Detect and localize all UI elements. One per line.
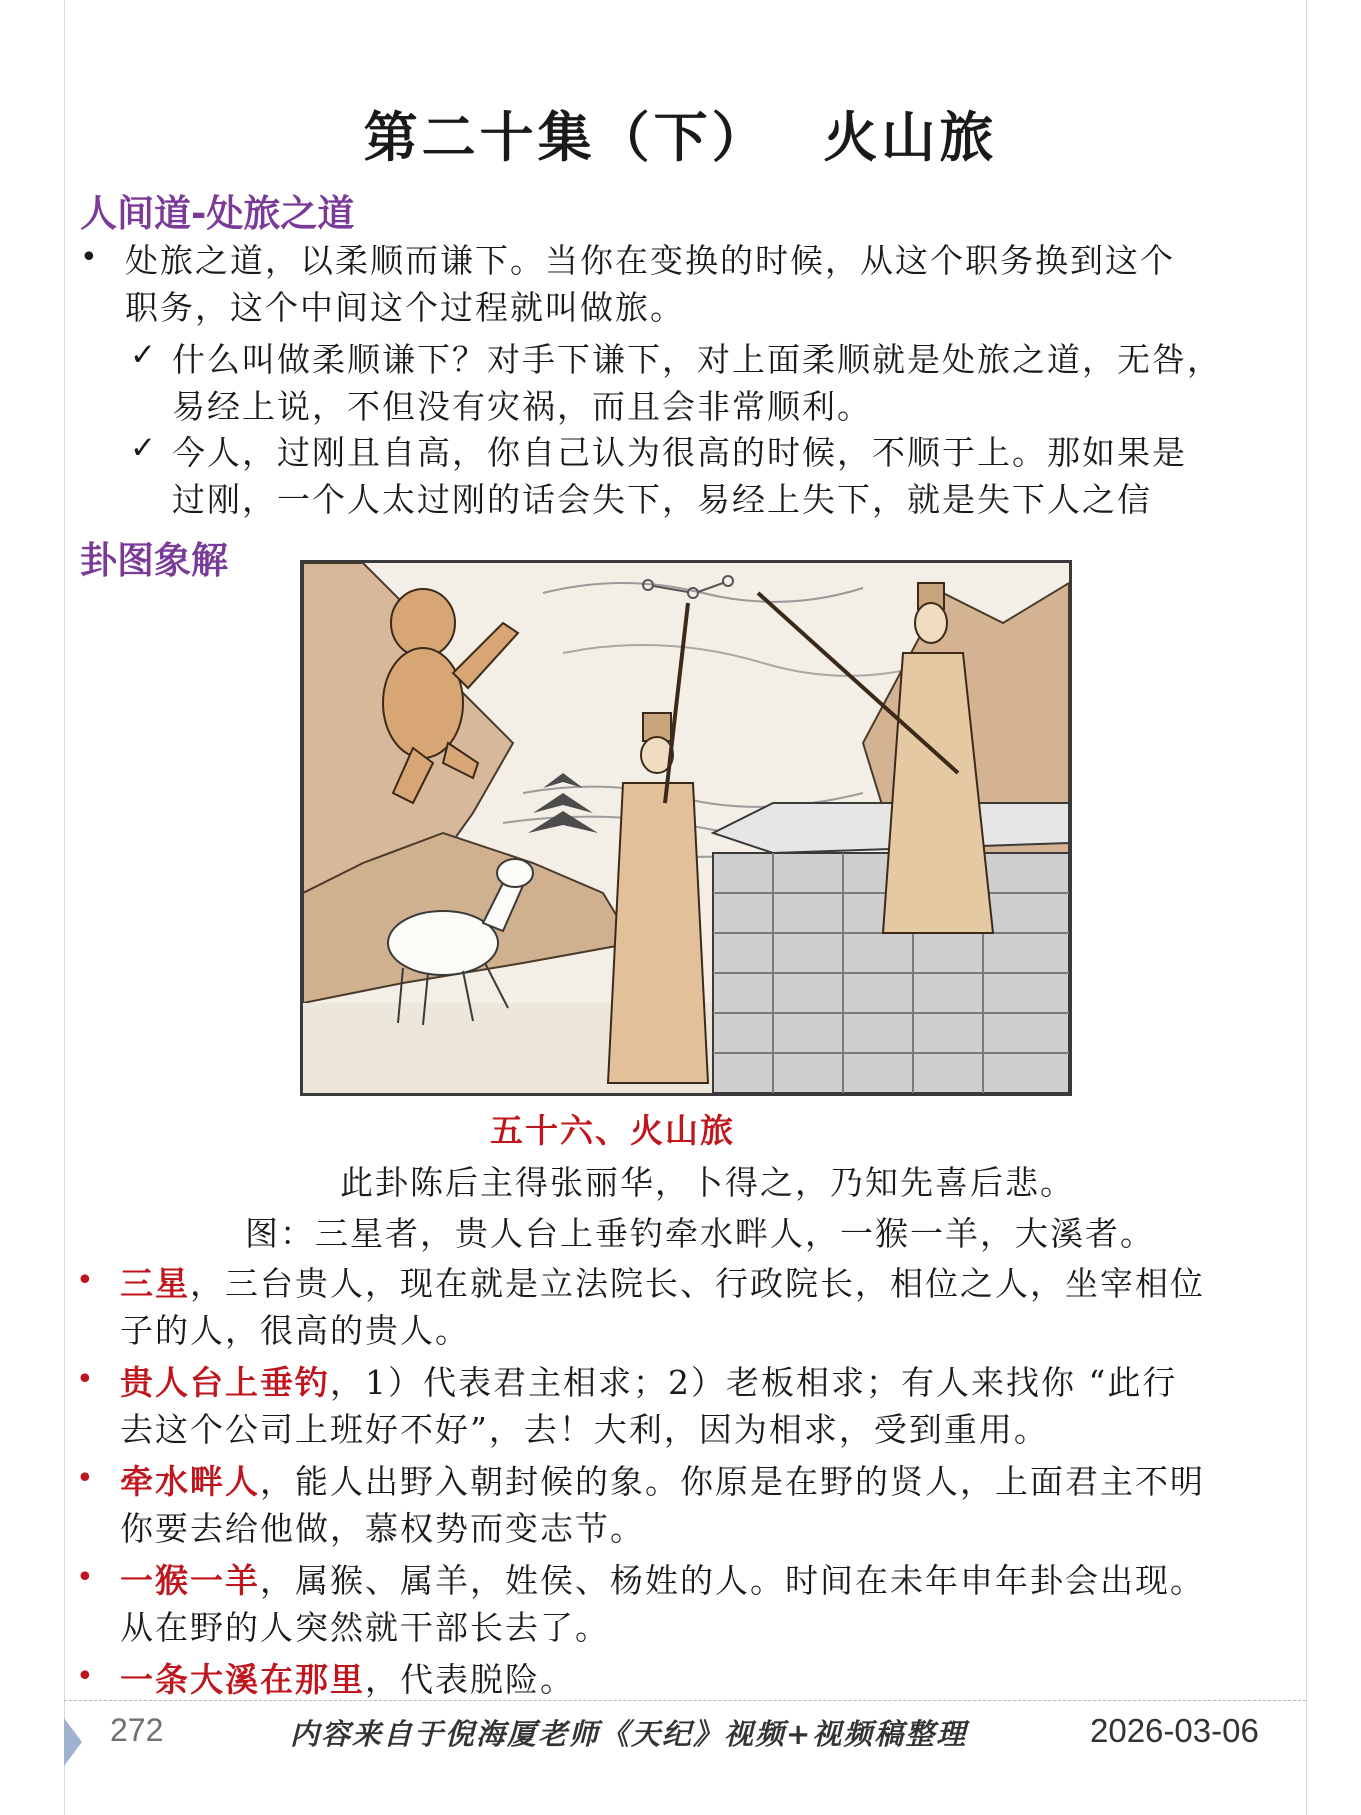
list-item-key: 一条大溪在那里 [120, 1660, 365, 1699]
bullet-icon: • [76, 1263, 94, 1298]
page-number: 272 [110, 1712, 164, 1748]
section-heading-hexagram-image: 卦图象解 [80, 539, 228, 582]
page-border-left [64, 0, 65, 1815]
bullet-text-line2: 职务，这个中间这个过程就叫做旅。 [125, 288, 685, 327]
list-item-rest: ，1）代表君主相求；2）老板相求；有人来找你 “此行 [330, 1363, 1178, 1402]
caption-title: 五十六、火山旅 [490, 1111, 735, 1150]
checkmark-icon: ✓ [130, 337, 156, 373]
list-item-rest: ，能人出野入朝封候的象。你原是在野的贤人，上面君主不明 [260, 1462, 1205, 1501]
bullet-icon: • [76, 1362, 94, 1397]
footer-divider [64, 1700, 1306, 1701]
list-item-line1 [120, 1557, 1205, 1604]
checkmark-icon: ✓ [130, 430, 156, 466]
footer-date: 2026-03-06 [1090, 1712, 1259, 1749]
check2-text-line1: 今人，过刚且自高，你自己认为很高的时候，不顺于上。那如果是 [172, 433, 1187, 472]
list-item-line1 [120, 1260, 1205, 1307]
page-arrow-icon [64, 1718, 82, 1766]
illustration-svg [303, 563, 1069, 1093]
list-item-key: 贵人台上垂钓 [120, 1363, 330, 1402]
bullet-text-line1: 处旅之道，以柔顺而谦下。当你在变换的时候，从这个职务换到这个 [125, 241, 1175, 280]
bullet-icon: • [76, 1461, 94, 1496]
list-item-line2: 子的人，很高的贵人。 [120, 1311, 470, 1350]
list-item-key: 牵水畔人 [120, 1462, 260, 1501]
page-title: 第二十集（下） 火山旅 [363, 106, 998, 169]
list-item-line1 [120, 1458, 1205, 1505]
check1-text-line1: 什么叫做柔顺谦下？对手下谦下，对上面柔顺就是处旅之道，无咎， [172, 340, 1222, 379]
list-item-line1 [120, 1656, 575, 1703]
list-item-key: 一猴一羊 [120, 1561, 260, 1600]
check1-text-line2: 易经上说，不但没有灾祸，而且会非常顺利。 [172, 387, 872, 426]
list-item-line2: 从在野的人突然就干部长去了。 [120, 1608, 610, 1647]
caption-line-1: 此卦陈后主得张丽华，卜得之，乃知先喜后悲。 [340, 1163, 1075, 1202]
list-item-line2: 你要去给他做，慕权势而变志节。 [120, 1509, 645, 1548]
section-heading-human-way: 人间道-处旅之道 [80, 192, 355, 235]
bullet-icon: • [76, 1659, 94, 1694]
list-item-key: 三星 [120, 1264, 190, 1303]
page-border-right [1306, 0, 1307, 1815]
caption-line-2: 图：三星者，贵人台上垂钓牵水畔人，一猴一羊，大溪者。 [245, 1214, 1155, 1253]
list-item-rest: ，属猴、属羊，姓侯、杨姓的人。时间在未年申年卦会出现。 [260, 1561, 1205, 1600]
list-item-line2: 去这个公司上班好不好”，去！大利，因为相求，受到重用。 [120, 1410, 1049, 1449]
list-item-rest: ，代表脱险。 [365, 1660, 575, 1699]
footer-source: 内容来自于倪海厦老师《天纪》视频+视频稿整理 [290, 1717, 968, 1751]
hexagram-illustration [300, 560, 1072, 1096]
list-item-rest: ，三台贵人，现在就是立法院长、行政院长，相位之人，坐宰相位 [190, 1264, 1205, 1303]
list-item-line1 [120, 1359, 1177, 1406]
check2-text-line2: 过刚，一个人太过刚的话会失下，易经上失下，就是失下人之信 [172, 480, 1152, 519]
bullet-icon: • [76, 1560, 94, 1595]
bullet-icon: • [80, 240, 98, 275]
